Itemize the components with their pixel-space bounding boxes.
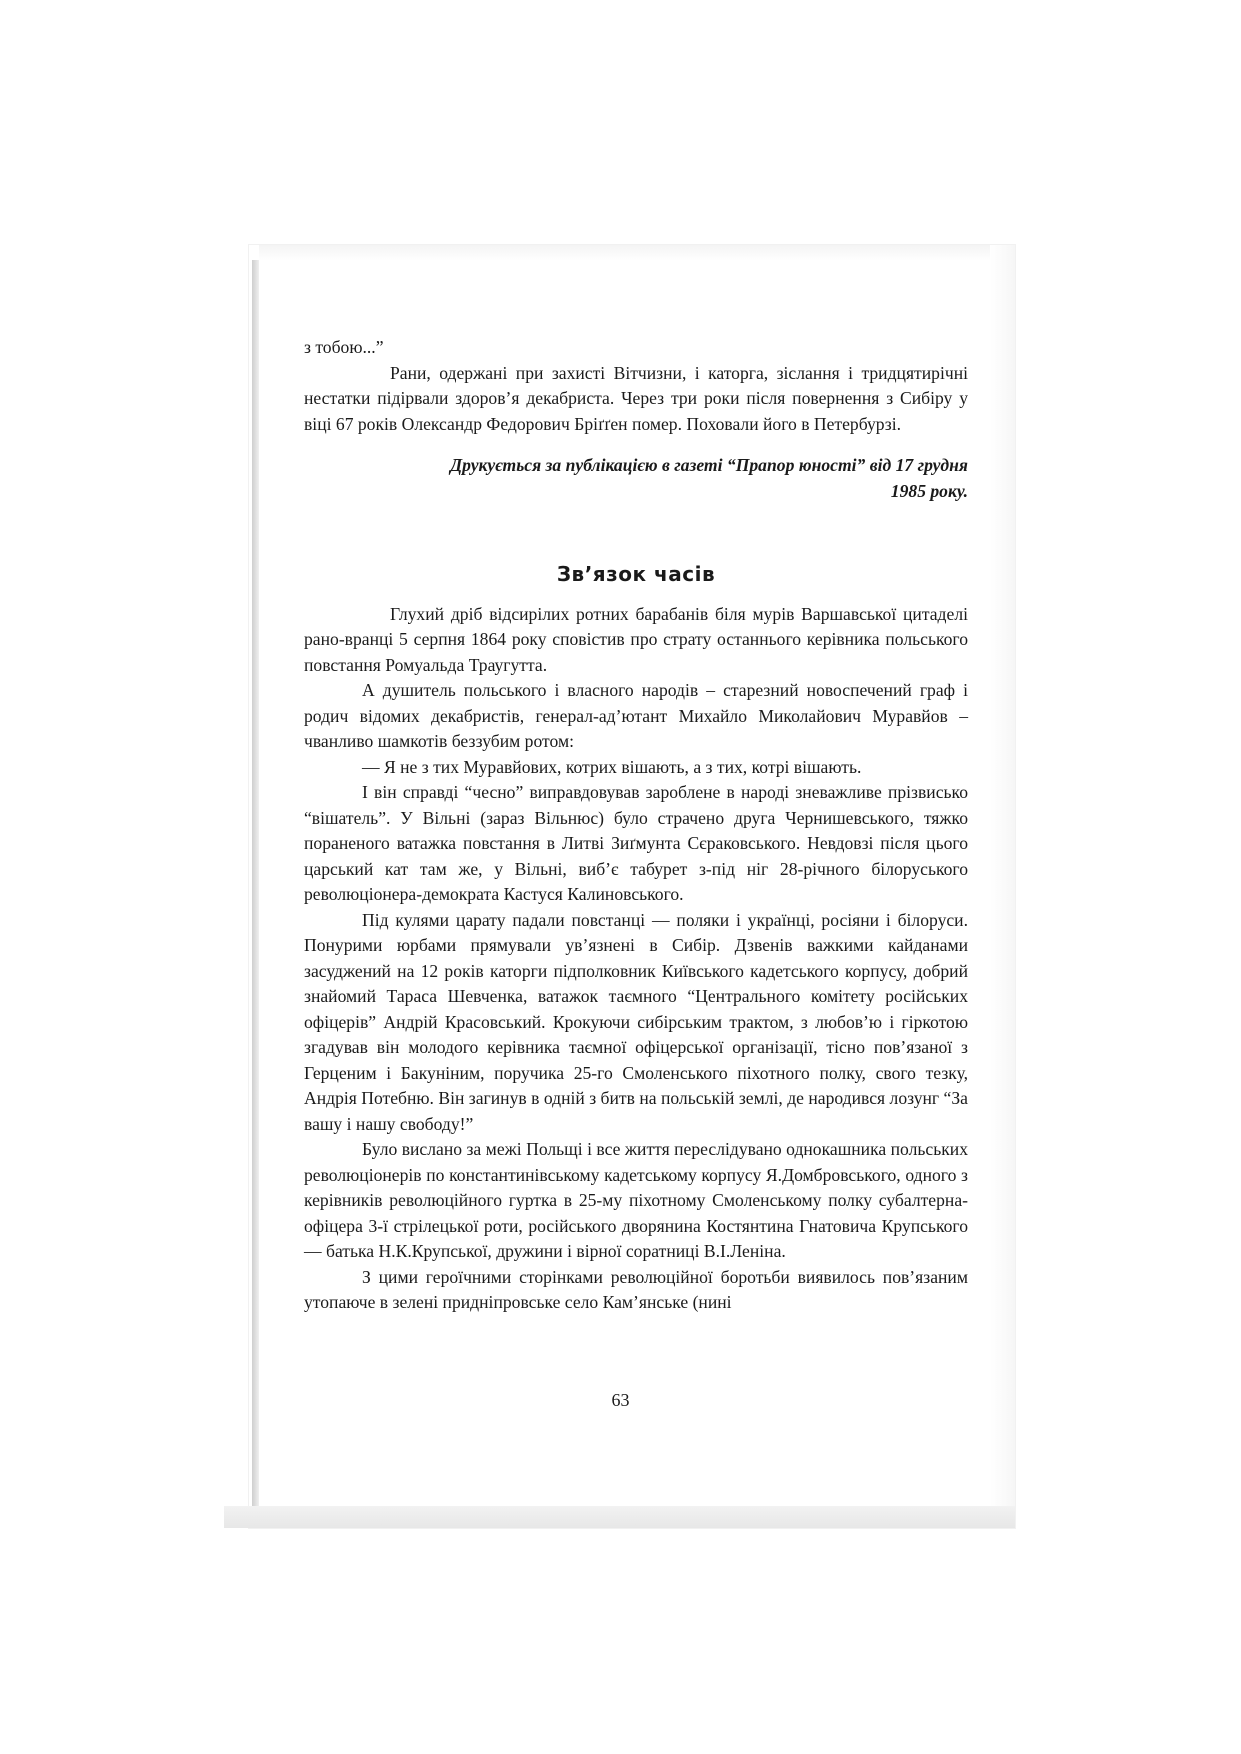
body-paragraph: Глухий дріб відсирілих ротних барабанів біля мурів Варшавської цитаделі рано-вранці 5 серпня 1864 року сповістив про страту останнього керівника польського повстання Ромуальда Траугутта. <box>304 603 968 675</box>
body-paragraph: І він справді “чесно” виправдовував зароблене в народі зневажливе прізвисько “вішатель”. У Вільні (зараз Вільнюс) було страчено друга Чернишевського, тяжко пораненого ватажка повстання в Литві Зиґмунта Сєраковського. Невдовзі після цього царський кат там же, у Вільні, виб’є табурет з-під ніг 28-річного білоруського революціонера-демократа Кастуся Калиновського. <box>304 782 968 904</box>
section-heading: Зв’язок часів <box>556 562 716 586</box>
page-right-edge-shadow <box>990 245 1015 1528</box>
page-content <box>304 335 968 1316</box>
continuation-line: з тобою...” <box>304 337 384 357</box>
body-paragraph: З цими героїчними сторінками революційної боротьби виявилось пов’язаним утопаюче в зелені придніпровське село Кам’янське (нині <box>304 1266 968 1312</box>
page-top-edge-shadow <box>259 245 1015 261</box>
body-paragraph: Було вислано за межі Польщі і все життя переслідувано однокашника польських революціонерів по константинівському кадетському корпусу Я.Домбровського, одного з керівників революційного гуртка в 25-му піхотному Смоленському полку субалтерна-офіцера 3-ї стрілецької роти, російського дворянина Костянтина Гнатовича Крупського — батька Н.К.Крупської, дружини і вірної соратниці В.І.Леніна. <box>304 1139 968 1261</box>
intro-paragraph: Рани, одержані при захисті Вітчизни, і каторга, зіслання і тридцятирічні нестатки підірвали здоров’я декабриста. Через три роки після повернення з Сибіру у віці 67 років Олександр Федорович Бріґґен помер. Поховали його в Петербурзі. <box>304 362 968 434</box>
page-bottom-edge-shadow <box>224 1506 1015 1528</box>
body-paragraph: А душитель польського і власного народів – старезний новоспечений граф і родич відомих декабристів, генерал-ад’ютант Михайло Миколайович Муравйов – чванливо шамкотів беззубим ротом: <box>304 680 968 751</box>
page-number: 63 <box>611 1390 630 1410</box>
source-note: Друкується за публікацією в газеті “Прапор юності” від 17 грудня 1985 року. <box>450 455 968 501</box>
page-left-edge-shadow <box>252 260 259 1522</box>
body-paragraph: — Я не з тих Муравйових, котрих вішають, а з тих, котрі вішають. <box>362 756 862 777</box>
body-paragraph: Під кулями царату падали повстанці — поляки і українці, росіяни і білоруси. Понурими юрбами прямували ув’язнені в Сибір. Дзвенів важкими кайданами засуджений на 12 років каторги підполковник Київського кадетського корпусу, добрий знайомий Тараса Шевченка, ватажок таємного “Центрального комітету російських офіцерів” Андрій Красовський. Крокуючи сибірським трактом, з любов’ю і гіркотою згадував він молодого керівника таємної офіцерської організації, тісно пов’язаної з Герценим і Бакуніним, поручика 25-го Смоленського піхотного полку, свого тезку, Андрія Потебню. Він загинув в одній з битв на польській землі, де народився лозунг “За вашу і нашу свободу!” <box>304 909 968 1134</box>
